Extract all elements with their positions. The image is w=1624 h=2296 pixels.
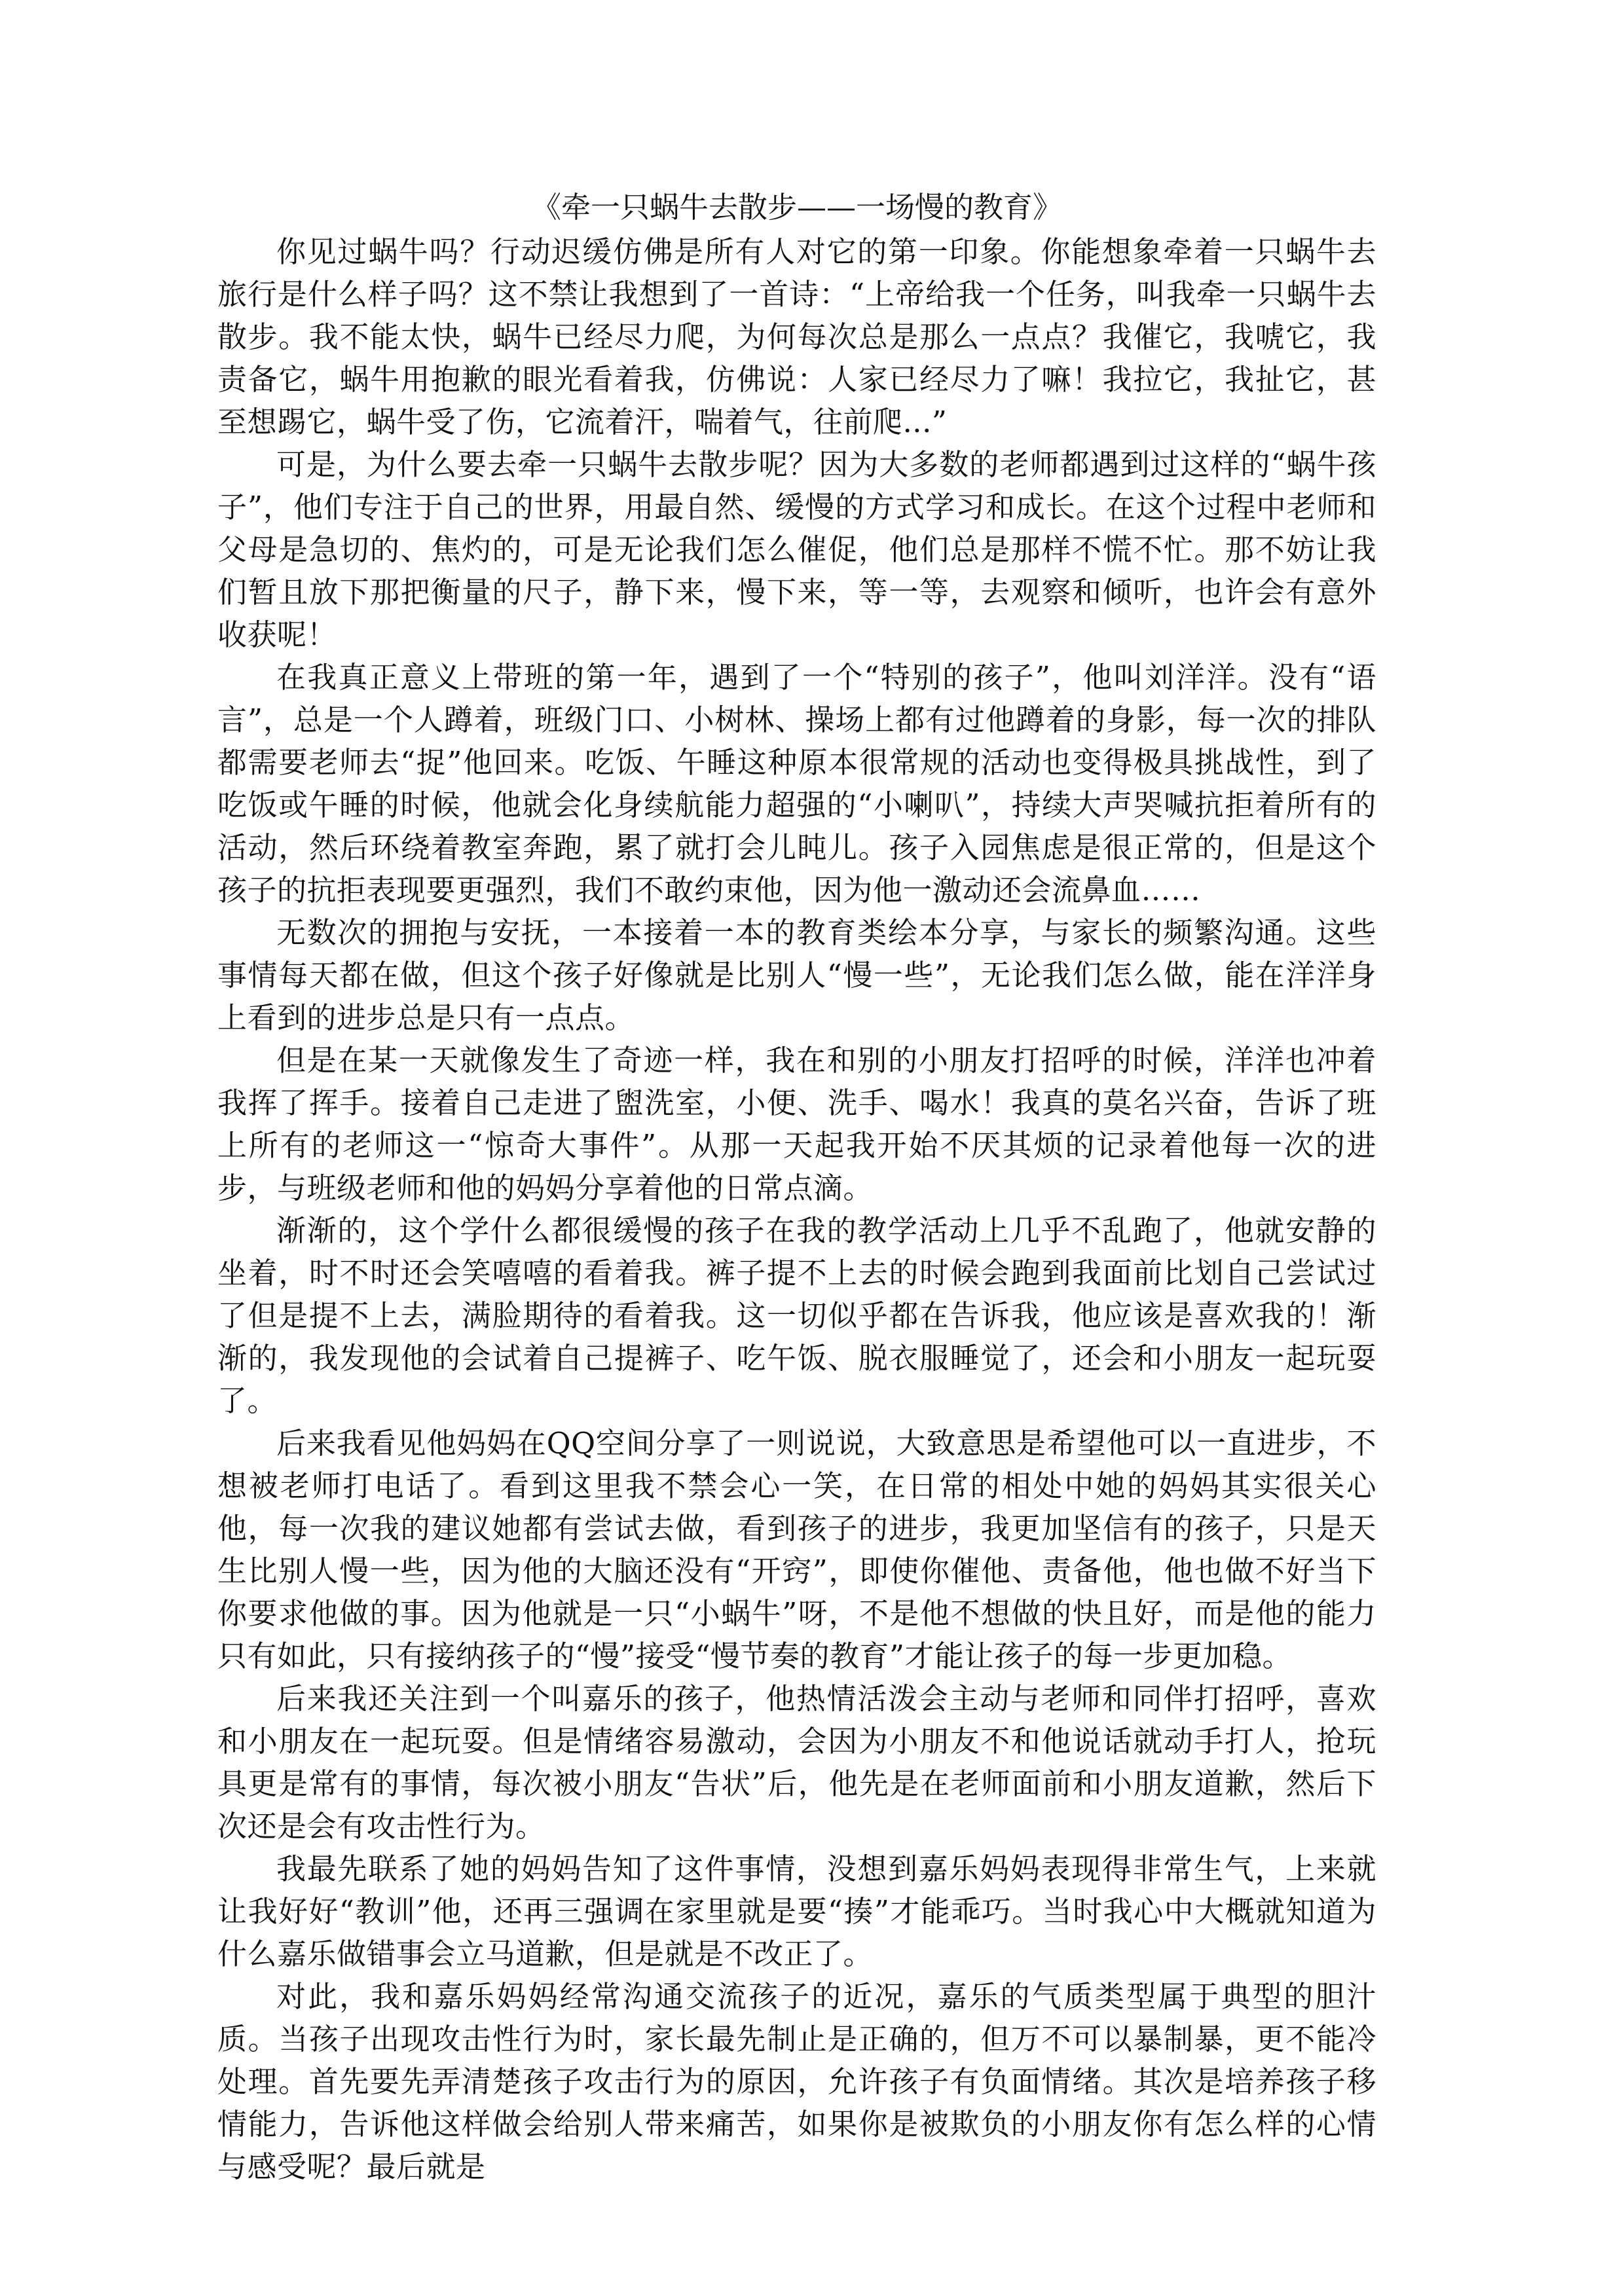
paragraph-2: 可是，为什么要去牵一只蜗牛去散步呢？因为大多数的老师都遇到过这样的“蜗牛孩子”，他们专注于自己的世界，用最自然、缓慢的方式学习和成长。在这个过程中老师和父母是急切的、焦灼的，可是无论我们怎么催促，他们总是那样不慌不忙。那不妨让我们暂且放下那把衡量的尺子，静下来，慢下来，等一等，去观察和倾听，也许会有意外收获呢！ — [217, 447, 1376, 652]
paragraph-3: 在我真正意义上带班的第一年，遇到了一个“特别的孩子”，他叫刘洋洋。没有“语言”，总是一个人蹲着，班级门口、小树林、操场上都有过他蹲着的身影，每一次的排队都需要老师去“捉”他回来。吃饭、午睡这种原本很常规的活动也变得极具挑战性，到了吃饭或午睡的时候，他就会化身续航能力超强的“小喇叭”，持续大声哭喊抗拒着所有的活动，然后环绕着教室奔跑，累了就打会儿盹儿。孩子入园焦虑是很正常的，但是这个孩子的抗拒表现要更强烈，我们不敢约束他，因为他一激动还会流鼻血…… — [217, 660, 1376, 907]
paragraph-1: 你见过蜗牛吗？行动迟缓仿佛是所有人对它的第一印象。你能想象牵着一只蜗牛去旅行是什么样子吗？这不禁让我想到了一首诗：“上帝给我一个任务，叫我牵一只蜗牛去散步。我不能太快，蜗牛已经尽力爬，为何每次总是那么一点点？我催它，我唬它，我责备它，蜗牛用抱歉的眼光看着我，仿佛说：人家已经尽力了嘛！我拉它，我扯它，甚至想踢它，蜗牛受了伤，它流着汗，喘着气，往前爬...” — [217, 234, 1376, 439]
paragraph-9: 我最先联系了她的妈妈告知了这件事情，没想到嘉乐妈妈表现得非常生气，上来就让我好好“教训”他，还再三强调在家里就是要“揍”才能乖巧。当时我心中大概就知道为什么嘉乐做错事会立马道歉，但是就是不改正了。 — [217, 1851, 1376, 1971]
paragraph-8: 后来我还关注到一个叫嘉乐的孩子，他热情活泼会主动与老师和同伴打招呼，喜欢和小朋友在一起玩耍。但是情绪容易激动，会因为小朋友不和他说话就动手打人，抢玩具更是常有的事情，每次被小朋友“告状”后，他先是在老师面前和小朋友道歉，然后下次还是会有攻击性行为。 — [217, 1681, 1376, 1844]
paragraph-6: 渐渐的，这个学什么都很缓慢的孩子在我的教学活动上几乎不乱跑了，他就安静的坐着，时不时还会笑嘻嘻的看着我。裤子提不上去的时候会跑到我面前比划自己尝试过了但是提不上去，满脸期待的看着我。这一切似乎都在告诉我，他应该是喜欢我的！渐渐的，我发现他的会试着自己提裤子、吃午饭、脱衣服睡觉了，还会和小朋友一起玩耍了。 — [217, 1213, 1376, 1418]
paragraph-4: 无数次的拥抱与安抚，一本接着一本的教育类绘本分享，与家长的频繁沟通。这些事情每天都在做，但这个孩子好像就是比别人“慢一些”，无论我们怎么做，能在洋洋身上看到的进步总是只有一点点。 — [217, 915, 1376, 1035]
paragraph-10: 对此，我和嘉乐妈妈经常沟通交流孩子的近况，嘉乐的气质类型属于典型的胆汁质。当孩子出现攻击性行为时，家长最先制止是正确的，但万不可以暴制暴，更不能冷处理。首先要先弄清楚孩子攻击行为的原因，允许孩子有负面情绪。其次是培养孩子移情能力，告诉他这样做会给别人带来痛苦，如果你是被欺负的小朋友你有怎么样的心情与感受呢？最后就是 — [217, 1979, 1376, 2184]
document-title: 《牵一只蜗牛去散步——一场慢的教育》 — [531, 190, 1062, 225]
document-body — [217, 185, 1376, 2188]
paragraph-5: 但是在某一天就像发生了奇迹一样，我在和别的小朋友打招呼的时候，洋洋也冲着我挥了挥手。接着自己走进了盥洗室，小便、洗手、喝水！我真的莫名兴奋，告诉了班上所有的老师这一“惊奇大事件”。从那一天起我开始不厌其烦的记录着他每一次的进步，与班级老师和他的妈妈分享着他的日常点滴。 — [217, 1043, 1376, 1205]
paragraph-7: 后来我看见他妈妈在QQ空间分享了一则说说，大致意思是希望他可以一直进步，不想被老师打电话了。看到这里我不禁会心一笑，在日常的相处中她的妈妈其实很关心他，每一次我的建议她都有尝试去做，看到孩子的进步，我更加坚信有的孩子，只是天生比别人慢一些，因为他的大脑还没有“开窍”，即使你催他、责备他，他也做不好当下你要求他做的事。因为他就是一只“小蜗牛”呀，不是他不想做的快且好，而是他的能力只有如此，只有接纳孩子的“慢”接受“慢节奏的教育”才能让孩子的每一步更加稳。 — [217, 1426, 1376, 1673]
